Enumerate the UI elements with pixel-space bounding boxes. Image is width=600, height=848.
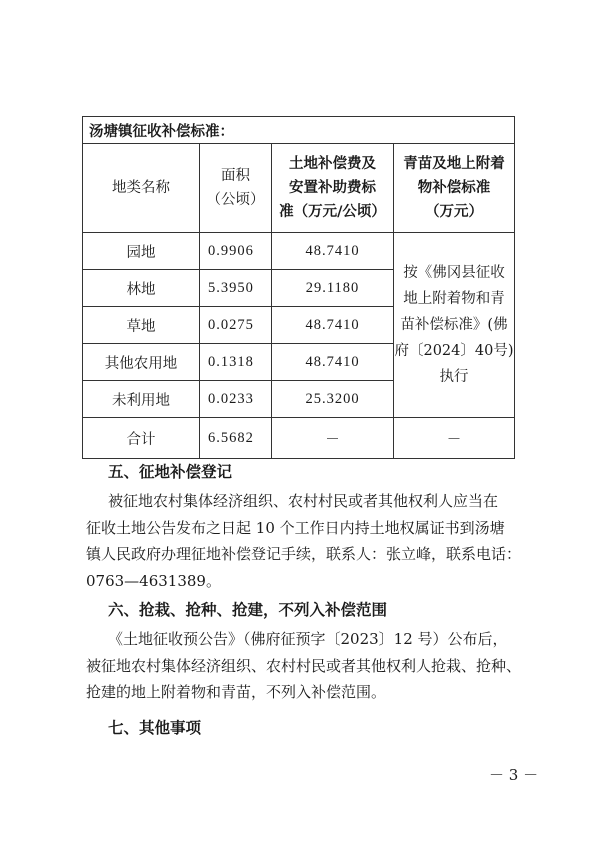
header-land-type: 地类名称 (83, 144, 200, 233)
table-caption: 汤塘镇征收补偿标准： (83, 117, 515, 144)
row-area: 0.1318 (200, 344, 272, 381)
section-6-paragraph (86, 626, 522, 706)
section-7-heading: 七、其他事项 (108, 719, 202, 737)
paragraph-line: 被征地农村集体经济组织、农村村民或者其他权利人应当在 (108, 492, 499, 510)
row-land-type: 其他农用地 (83, 344, 200, 381)
row-land-type: 草地 (83, 307, 200, 344)
section-6-heading: 六、抢栽、抢种、抢建，不列入补偿范围 (108, 601, 388, 619)
row-land-type: 林地 (83, 270, 200, 307)
total-rate: － (272, 418, 394, 459)
table-total-row (83, 418, 515, 459)
row-area: 0.0233 (200, 381, 272, 418)
total-area: 6.5682 (200, 418, 272, 459)
page-number: － 3 － (489, 766, 539, 784)
total-crop: － (394, 418, 515, 459)
row-land-type: 园地 (83, 233, 200, 270)
row-rate: 25.3200 (272, 381, 394, 418)
total-label: 合计 (83, 418, 200, 459)
paragraph-line: 镇人民政府办理征地补偿登记手续，联系人：张立峰，联系电话： (86, 545, 522, 563)
row-land-type: 未利用地 (83, 381, 200, 418)
row-rate: 48.7410 (272, 344, 394, 381)
paragraph-line: 抢建的地上附着物和青苗，不列入补偿范围。 (86, 683, 387, 701)
crop-compensation-note: 按《佛冈县征收 地上附着物和青 苗补偿标准》(佛 府〔2024〕40号) 执行 (394, 233, 515, 418)
section-5-heading: 五、征地补偿登记 (108, 463, 233, 481)
table-row (83, 233, 515, 270)
row-area: 0.9906 (200, 233, 272, 270)
row-rate: 48.7410 (272, 233, 394, 270)
compensation-table (82, 116, 515, 459)
paragraph-line: 被征地农村集体经济组织、农村村民或者其他权利人抢栽、抢种、 (86, 656, 522, 675)
header-area: 面积 （公顷） (200, 144, 272, 233)
paragraph-line: 0763—4631389。 (86, 571, 221, 590)
row-area: 5.3950 (200, 270, 272, 307)
row-rate: 48.7410 (272, 307, 394, 344)
paragraph-line: 征收土地公告发布之日起 10 个工作日内持土地权属证书到汤塘 (86, 518, 505, 537)
header-crop-compensation: 青苗及地上附着 物补偿标准 （万元） (394, 144, 515, 233)
table-header-row (83, 144, 515, 233)
section-5-paragraph (86, 488, 522, 594)
paragraph-line: 《土地征收预公告》（佛府征预字〔2023〕12 号）公布后， (108, 630, 508, 648)
row-area: 0.0275 (200, 307, 272, 344)
row-rate: 29.1180 (272, 270, 394, 307)
header-land-compensation: 土地补偿费及 安置补助费标 准（万元/公顷） (272, 144, 394, 233)
